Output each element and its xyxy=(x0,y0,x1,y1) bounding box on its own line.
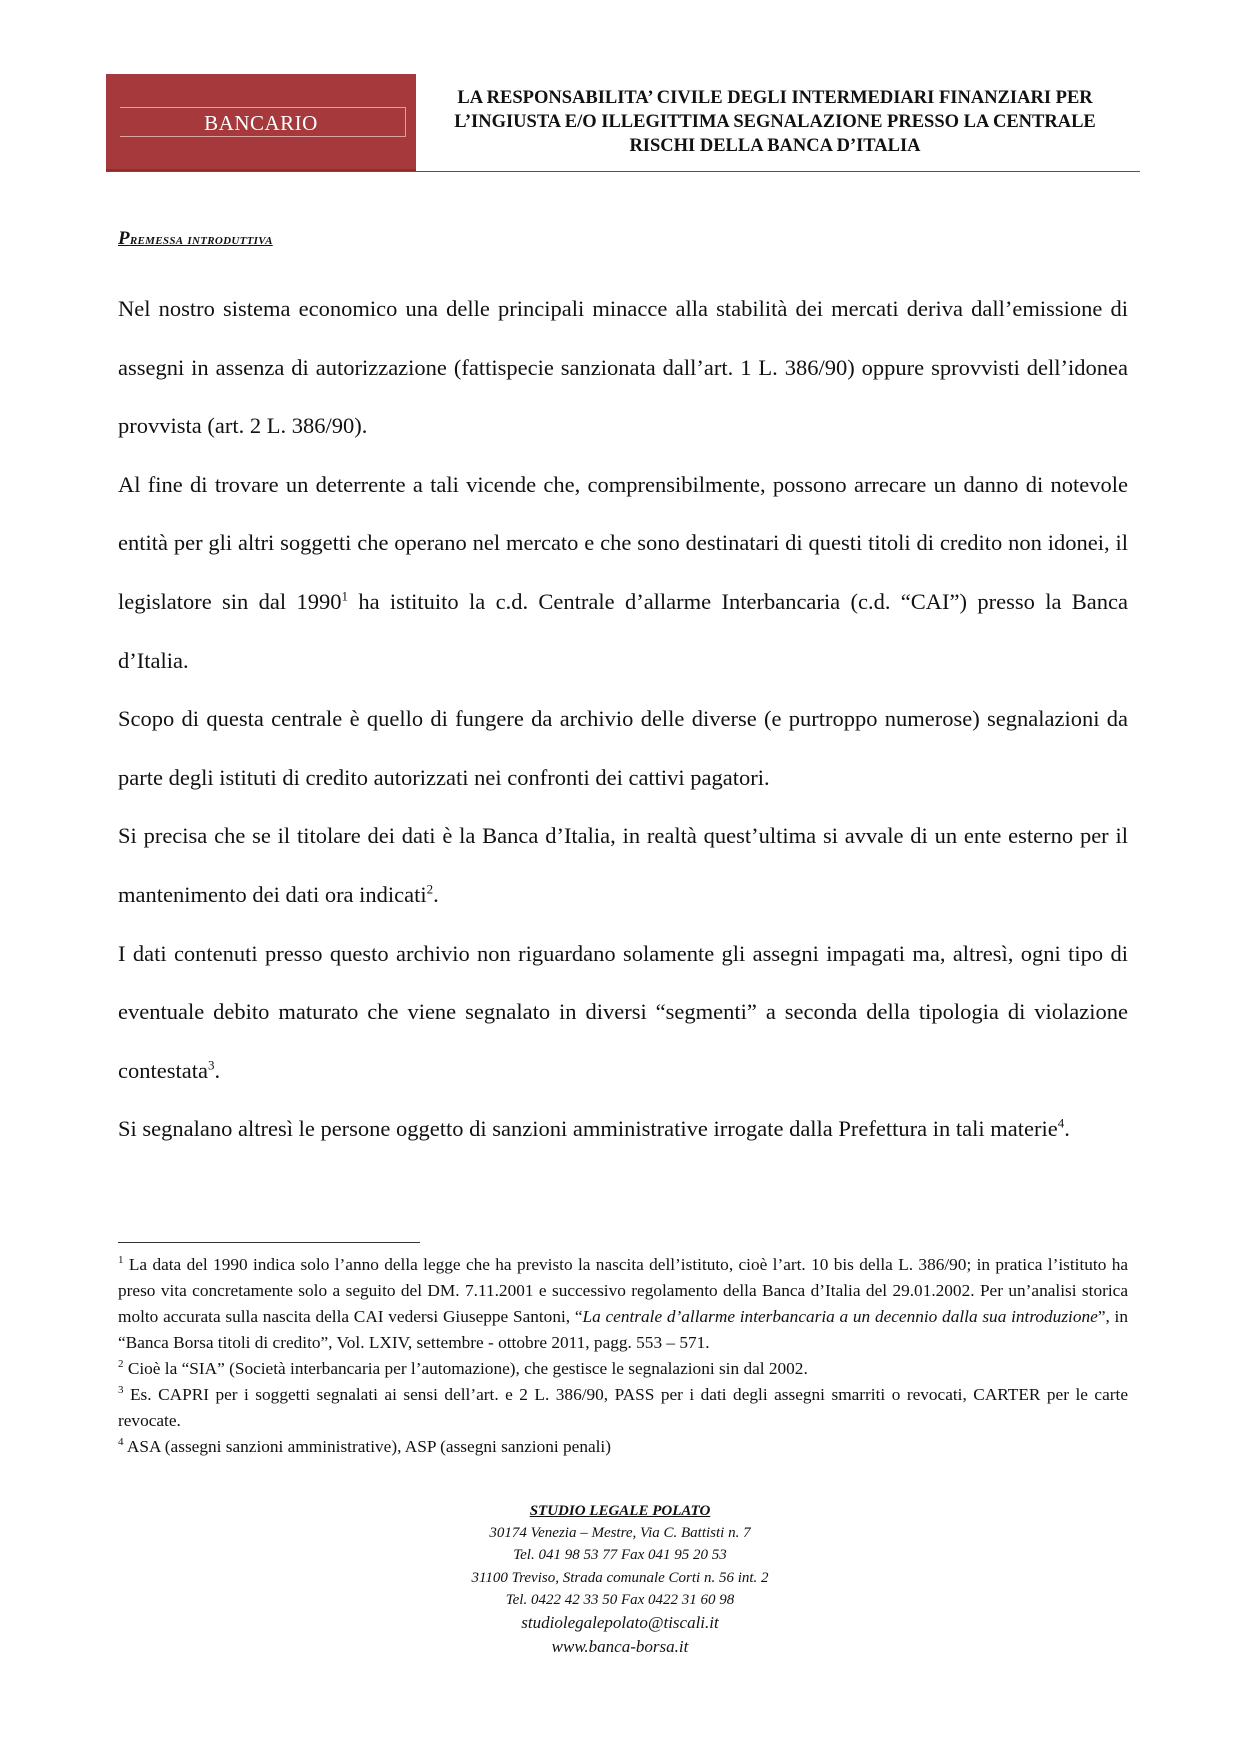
header-divider xyxy=(106,171,1140,172)
footnote-1-text: La data del 1990 indica solo l’anno della legge che ha previsto la nascita dell’istituto, cioè l’art. 10 bis della L. 386/90; in pratica l’istituto ha preso vita concretamente solo a seguito del DM. 7.11.2001 e successivo regolamento della Banca d’Italia del 29.01.2002. Per un’analisi storica molto accurata sulla nascita della CAI vedersi Giuseppe Santoni, “ xyxy=(118,1255,1128,1326)
footnote-4-text: ASA (assegni sanzioni amministrative), ASP (assegni sanzioni penali) xyxy=(123,1437,611,1456)
footnote-2-number: 2 xyxy=(118,1358,124,1371)
title-line-3: RISCHI DELLA BANCA D’ITALIA xyxy=(629,136,921,156)
footnote-1 xyxy=(118,1252,1128,1356)
footnote-4-number: 4 xyxy=(118,1436,124,1449)
paragraph-4 xyxy=(118,807,1128,924)
footnote-ref-4[interactable]: 4 xyxy=(1057,1115,1065,1131)
address-venezia: 30174 Venezia – Mestre, Via C. Battisti n. 7 xyxy=(489,1525,751,1542)
title-line-1: LA RESPONSABILITA’ CIVILE DEGLI INTERMEDIARI FINANZIARI PER xyxy=(457,88,1093,108)
paragraph-5 xyxy=(118,925,1128,1101)
page-footer xyxy=(380,1500,860,1659)
footnote-3 xyxy=(118,1382,1128,1434)
footnotes xyxy=(118,1252,1128,1460)
address-treviso: 31100 Treviso, Strada comunale Corti n. 56 int. 2 xyxy=(471,1569,769,1586)
footnote-2 xyxy=(118,1356,1128,1382)
footnote-1-cited-title: La centrale d’allarme interbancaria a un decennio dalla sua introduzione xyxy=(582,1307,1098,1326)
body-text xyxy=(118,280,1128,1159)
paragraph-6 xyxy=(118,1100,1128,1159)
paragraph-2-text: Al fine di trovare un deterrente a tali vicende che, comprensibilmente, possono arrecare un danno di notevole entità per gli altri soggetti che operano nel mercato e che sono destinatari di questi titoli di credito non idonei, il legislatore sin dal 1990 xyxy=(118,471,1128,614)
footnote-divider xyxy=(118,1242,420,1243)
document-title xyxy=(425,86,1125,158)
paragraph-3: Scopo di questa centrale è quello di fungere da archivio delle diverse (e purtroppo numerose) segnalazioni da parte degli istituti di credito autorizzati nei confronti dei cattivi pagatori. xyxy=(118,706,1128,790)
phone-venezia: Tel. 041 98 53 77 Fax 041 95 20 53 xyxy=(513,1547,727,1564)
footnote-ref-3[interactable]: 3 xyxy=(207,1057,215,1073)
footnote-ref-2[interactable]: 2 xyxy=(426,881,434,897)
website-link[interactable]: www.banca-borsa.it xyxy=(551,1637,689,1657)
paragraph-2-text-end: ha istituito la c.d. Centrale d’allarme Interbancaria (c.d. “CAI”) presso la Banca d’Italia. xyxy=(118,588,1128,673)
section-label: BANCARIO xyxy=(204,111,318,135)
firm-name: STUDIO LEGALE POLATO xyxy=(529,1503,711,1519)
section-heading xyxy=(118,228,273,250)
phone-treviso: Tel. 0422 42 33 50 Fax 0422 31 60 98 xyxy=(505,1591,735,1608)
footnote-3-text: Es. CAPRI per i soggetti segnalati ai sensi dell’art. e 2 L. 386/90, PASS per i dati degli assegni smarriti o revocati, CARTER per le carte revocate. xyxy=(118,1385,1128,1430)
email-link[interactable]: studiolegalepolato@tiscali.it xyxy=(521,1613,719,1633)
section-banner xyxy=(106,74,416,172)
footnote-1-text-end: ”, in “Banca Borsa titoli di credito”, Vol. LXIV, settembre - ottobre 2011, pagg. 553 – 571. xyxy=(118,1307,1128,1352)
paragraph-4-text: Si precisa che se il titolare dei dati è la Banca d’Italia, in realtà quest’ultima si avvale di un ente esterno per il mantenimento dei dati ora indicati xyxy=(118,823,1128,907)
paragraph-2 xyxy=(118,456,1128,690)
footnote-1-number: 1 xyxy=(118,1254,124,1267)
paragraph-6-text-end: . xyxy=(1064,1116,1070,1142)
paragraph-5-text-end: . xyxy=(214,1057,221,1083)
section-heading-initial: P xyxy=(118,228,130,249)
paragraph-4-text-end: . xyxy=(433,881,439,907)
footnote-4 xyxy=(118,1434,1128,1460)
paragraph-6-text: Si segnalano altresì le persone oggetto di sanzioni amministrative irrogate dalla Prefettura in tali materie xyxy=(118,1116,1058,1142)
footnote-3-number: 3 xyxy=(118,1384,124,1397)
title-line-2: L’INGIUSTA E/O ILLEGITTIMA SEGNALAZIONE PRESSO LA CENTRALE xyxy=(454,112,1096,132)
footnote-ref-1[interactable]: 1 xyxy=(341,588,348,604)
section-heading-rest: remessa introduttiva xyxy=(129,232,273,248)
footnote-2-text: Cioè la “SIA” (Società interbancaria per l’automazione), che gestisce le segnalazioni sin dal 2002. xyxy=(123,1359,808,1378)
paragraph-1: Nel nostro sistema economico una delle principali minacce alla stabilità dei mercati deriva dall’emissione di assegni in assenza di autorizzazione (fattispecie sanzionata dall’art. 1 L. 386/90) oppure sprovvisti dell’idonea provvista (art. 2 L. 386/90). xyxy=(118,296,1128,439)
paragraph-5-text: I dati contenuti presso questo archivio non riguardano solamente gli assegni impagati ma, altresì, ogni tipo di eventuale debito maturato che viene segnalato in diversi “segmenti” a seconda della tipologia di violazione contestata xyxy=(118,940,1128,1083)
